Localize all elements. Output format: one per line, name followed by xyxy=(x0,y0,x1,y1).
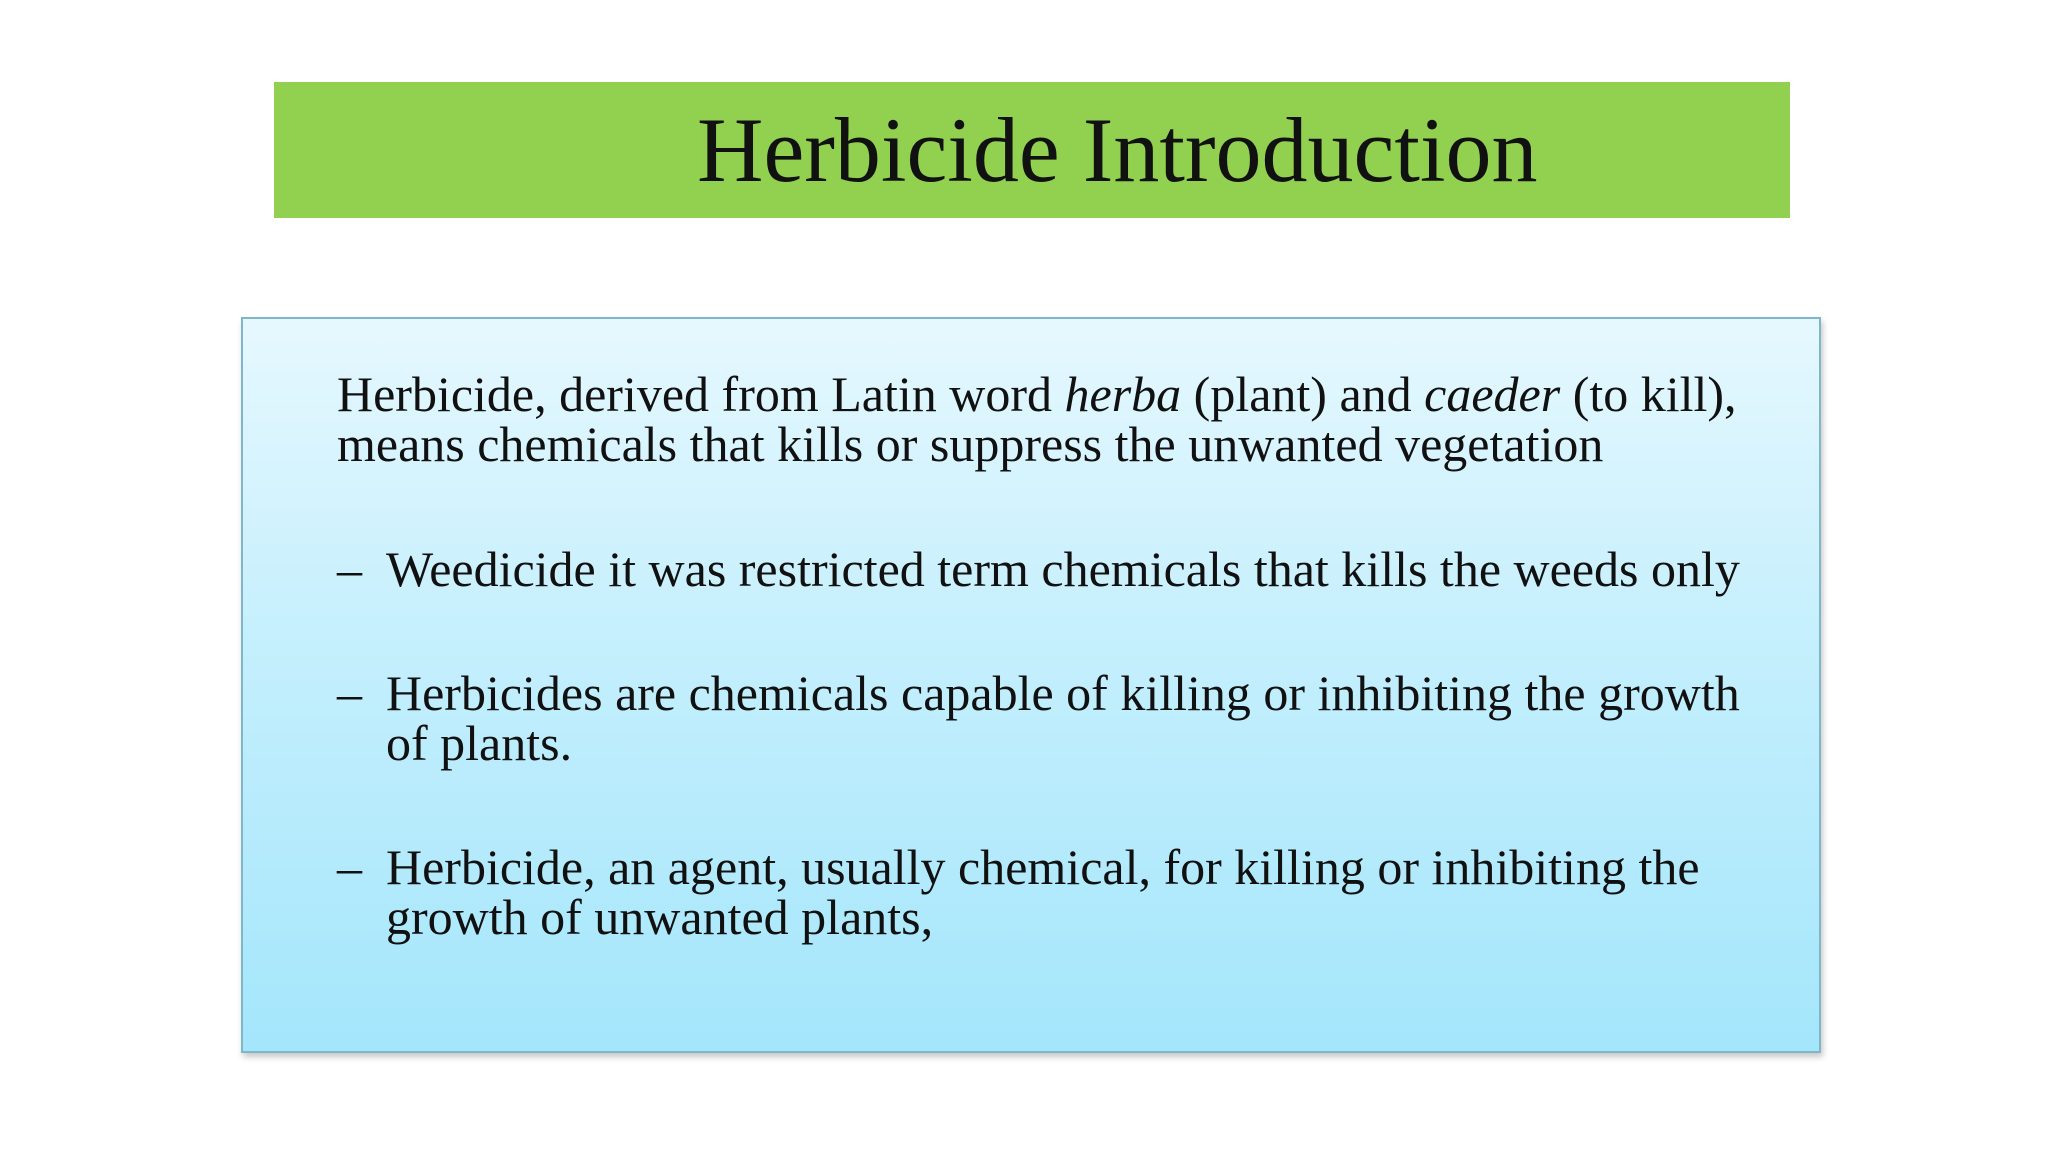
bullet-text xyxy=(386,665,1806,771)
intro-text-part1: Herbicide, derived from Latin word xyxy=(337,366,1065,422)
bullet-line: of plants. xyxy=(386,715,573,771)
bullet-dash: – xyxy=(337,665,362,721)
latin-term-caeder: caeder xyxy=(1424,366,1561,422)
latin-term-herba: herba xyxy=(1064,366,1182,422)
slide-title: Herbicide Introduction xyxy=(697,99,1538,201)
bullet-dash: – xyxy=(337,839,362,895)
content-box xyxy=(241,317,1821,1053)
intro-paragraph xyxy=(337,366,1807,472)
bullet-line: Herbicides are chemicals capable of killing or inhibiting the growth xyxy=(386,665,1740,721)
bullet-line: growth of unwanted plants, xyxy=(386,889,934,945)
intro-text-part3: (to kill), xyxy=(1560,366,1737,422)
bullet-text xyxy=(386,541,1806,597)
bullet-line: Herbicide, an agent, usually chemical, for killing or inhibiting the xyxy=(386,839,1700,895)
intro-line-1 xyxy=(337,366,1807,422)
bullet-dash: – xyxy=(337,541,362,597)
intro-text-part2: (plant) and xyxy=(1181,366,1425,422)
bullet-text xyxy=(386,839,1806,945)
intro-line-2: means chemicals that kills or suppress the unwanted vegetation xyxy=(337,416,1604,472)
title-banner xyxy=(274,82,1790,218)
bullet-line: Weedicide it was restricted term chemicals that kills the weeds only xyxy=(386,541,1740,597)
